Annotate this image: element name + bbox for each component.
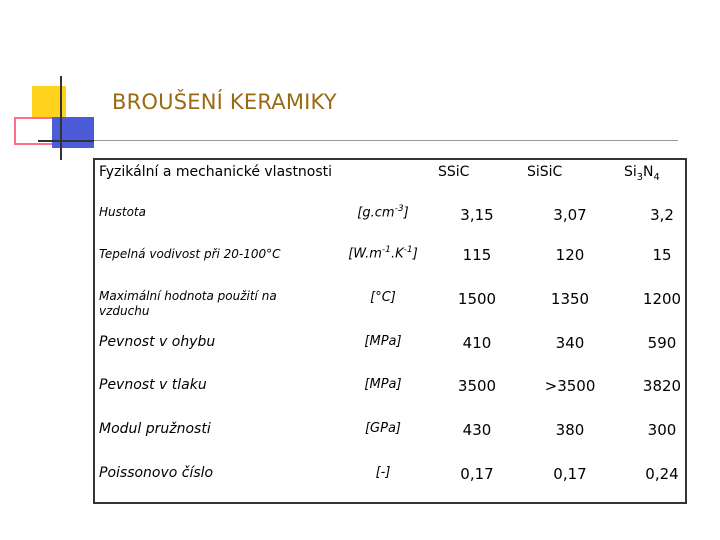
row-hustota-unit: $[g.cm^{-3}]$	[357, 204, 409, 221]
row-pevnost-tlak-unit: [MPa]	[364, 377, 402, 392]
row-poissonovo-cislo-sisic: 0,17	[553, 465, 587, 483]
row-modul-pruznosti-ssic: 430	[462, 421, 492, 439]
row-modul-pruznosti-si3n4: 300	[647, 421, 677, 439]
row-max-teplota-sisic: 1350	[550, 290, 590, 308]
row-tepelna-vodivost-si3n4: 15	[652, 246, 672, 264]
row-pevnost-ohyb-ssic: 410	[462, 334, 492, 352]
decor-vertical-line	[60, 76, 62, 160]
header-sisic: SiSiC	[527, 164, 563, 180]
row-pevnost-ohyb-si3n4: 590	[647, 334, 677, 352]
header-ssic: SSiC	[438, 164, 470, 180]
row-max-teplota-si3n4: 1200	[642, 290, 682, 308]
row-pevnost-tlak-ssic: 3500	[457, 377, 497, 395]
decor-horizontal-line	[38, 140, 94, 142]
row-pevnost-tlak-sisic: >3500	[544, 377, 596, 395]
row-tepelna-vodivost-property: Tepelná vodivost při 20-100°C	[99, 247, 281, 261]
row-tepelna-vodivost-ssic: 115	[462, 246, 492, 264]
row-pevnost-tlak-property: Pevnost v tlaku	[99, 377, 207, 393]
row-pevnost-tlak-si3n4: 3820	[642, 377, 682, 395]
row-poissonovo-cislo-si3n4: 0,24	[645, 465, 679, 483]
row-max-teplota-property: Maximální hodnota použití na vzduchu	[99, 289, 277, 318]
row-poissonovo-cislo-property: Poissonovo číslo	[99, 465, 214, 481]
row-hustota-property: Hustota	[99, 205, 146, 219]
decor-blue-square	[52, 117, 94, 148]
row-pevnost-ohyb-unit: [MPa]	[364, 334, 402, 349]
row-tepelna-vodivost-unit: $[W.m^{-1}.K^{-1}]$	[348, 245, 418, 262]
row-poissonovo-cislo-unit: [-]	[375, 465, 391, 480]
row-hustota-si3n4: 3,2	[650, 206, 674, 224]
row-poissonovo-cislo-ssic: 0,17	[460, 465, 494, 483]
header-property: Fyzikální a mechanické vlastnosti	[99, 164, 333, 180]
row-hustota-ssic: 3,15	[460, 206, 494, 224]
row-modul-pruznosti-sisic: 380	[555, 421, 585, 439]
header-si3n4: $Si_3N_4$	[624, 164, 660, 183]
row-modul-pruznosti-property: Modul pružnosti	[99, 421, 211, 437]
row-max-teplota-unit: [°C]	[370, 290, 396, 305]
row-modul-pruznosti-unit: [GPa]	[364, 421, 402, 436]
row-max-teplota-ssic: 1500	[457, 290, 497, 308]
slide-title: BROUŠENÍ KERAMIKY	[112, 90, 337, 114]
row-tepelna-vodivost-sisic: 120	[555, 246, 585, 264]
row-pevnost-ohyb-property: Pevnost v ohybu	[99, 334, 216, 350]
row-pevnost-ohyb-sisic: 340	[555, 334, 585, 352]
row-hustota-sisic: 3,07	[553, 206, 587, 224]
title-underline	[94, 140, 678, 141]
